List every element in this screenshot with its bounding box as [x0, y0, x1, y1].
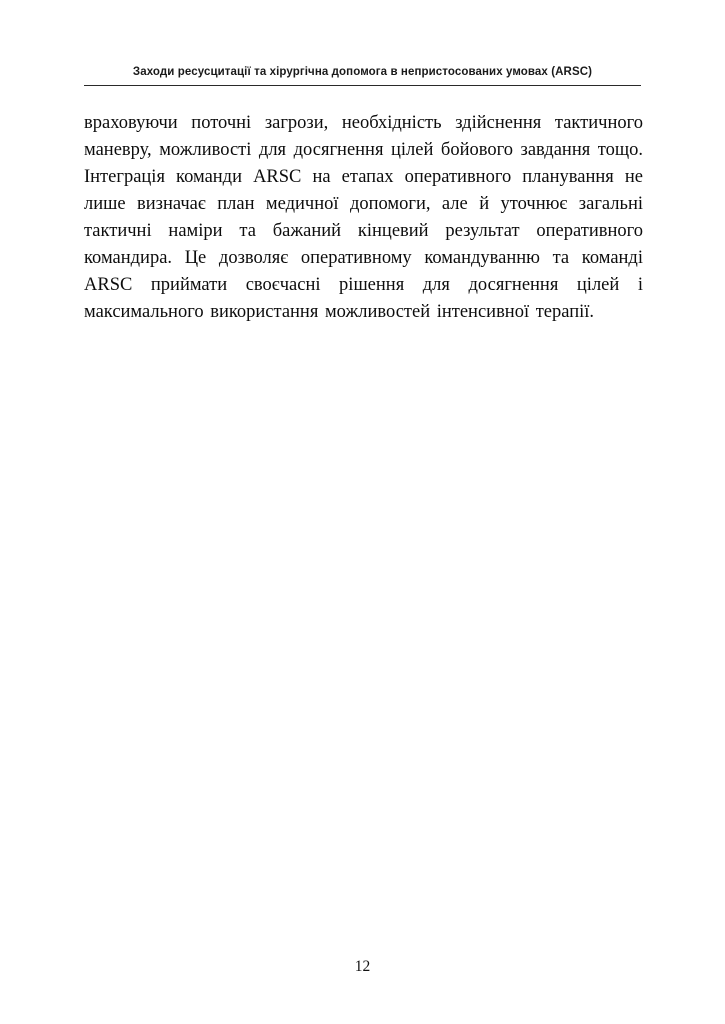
page-number: 12	[354, 958, 371, 975]
body-paragraph: враховуючи поточні загрози, необхідність здійснення тактичного маневру, можливості для досягнення цілей бойового завдання тощо. Інтеграція команди ARSC на етапах оперативного планування не лише визначає план медичної допомоги, але й уточнює загальні тактичні наміри та бажаний кінцевий результат оперативного командира. Це дозволяє оперативному командуванню та команді ARSC приймати своєчасні рішення для досягнення цілей і максимального використання можливостей інтенсивної терапії.	[84, 113, 643, 322]
running-header: Заходи ресусцитації та хірургічна допомога в непристосованих умовах (ARSC)	[84, 66, 641, 86]
